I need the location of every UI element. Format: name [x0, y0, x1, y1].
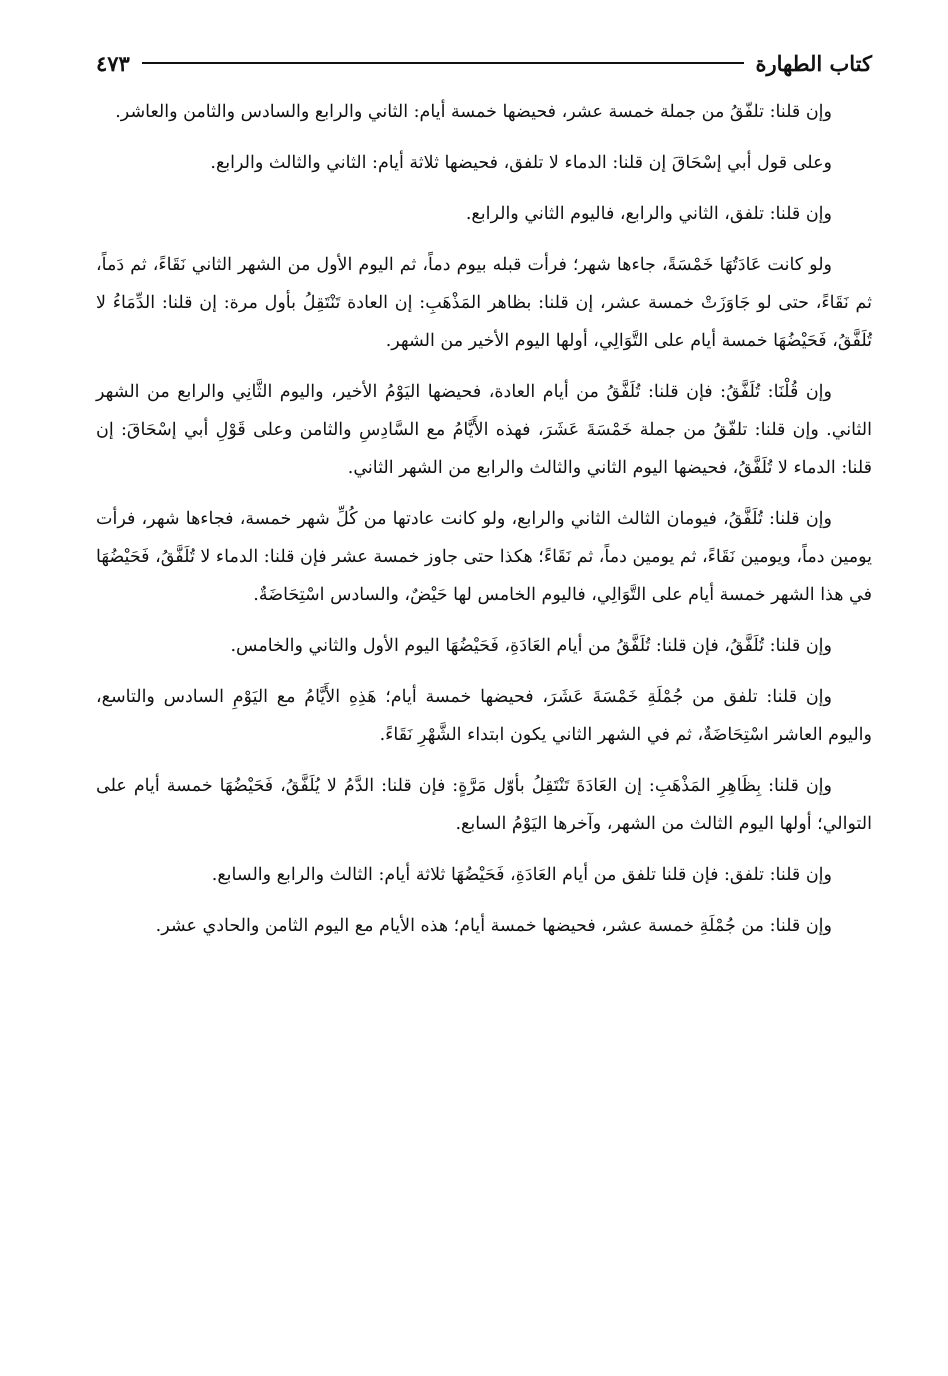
page-number: ٤٧٣: [96, 50, 130, 76]
paragraph: وعلى قول أبي إسْحَاقَ إن قلنا: الدماء لا تلفق، فحيضها ثلاثة أيام: الثاني والثالث والرابع.: [210, 153, 832, 173]
paragraph: وإن قلنا: تُلَفَّقُ، فيومان الثالث الثاني والرابع، ولو كانت عادتها من كُلِّ شهر خمسة، فجاءها شهر، فرأت يومين دماً، ويومين نَقَاءً، ثم يومين دماً، ثم نَقَاءً؛ هكذا حتى جاوز خمسة عشر فإن قلنا: الدماء لا تُلَفَّقُ، فَحَيْضُهَا في هذا الشهر خمسة أيام على التَّوَالِي، فاليوم الخامس لها حَيْضٌ، والسادس اسْتِحَاضَةٌ.: [95, 509, 872, 605]
paragraph: وإن قلنا: بِظَاهِرِ المَذْهَبِ: إن العَادَةَ تَنْتَقِلُ بأوّل مَرَّةٍ: فإن قلنا: الدَّمُ لا يُلَفَّقُ، فَحَيْضُهَا خمسة أيام على التوالي؛ أولها اليوم الثالث من الشهر، وآخرها اليَوْمُ السابع.: [96, 776, 872, 834]
header-rule: [142, 62, 744, 64]
paragraph: وإن قُلْنَا: تُلَفَّقُ: فإن قلنا: تُلَفَّقُ من أيام العادة، فحيضها اليَوْمُ الأخير، واليوم الثَّانِي والرابع من الشهر الثاني. وإن قلنا: تلفّقُ من جملة خَمْسَةَ عَشَرَ، فهذه الأَيَّامُ مع السَّادِسِ والثامن وعلى قَوْلِ أبي إسْحَاقَ: إن قلنا: الدماء لا تُلَفَّقُ، فحيضها اليوم الثاني والثالث والرابع من الشهر الثاني.: [96, 382, 872, 478]
running-header: [96, 46, 872, 80]
body-text: [96, 93, 872, 958]
paragraph: وإن قلنا: تلفق من جُمْلَةِ خَمْسَةَ عَشَرَ، فحيضها خمسة أيام؛ هَذِهِ الأَيَّامُ مع اليَوْمِ السادس والتاسع، واليوم العاشر اسْتِحَاضَةٌ، ثم في الشهر الثاني يكون ابتداء الشَّهْرِ نَقَاءً.: [96, 687, 872, 745]
header-title: كتاب الطهارة: [755, 50, 872, 76]
paragraph: وإن قلنا: من جُمْلَةِ خمسة عشر، فحيضها خمسة أيام؛ هذه الأيام مع اليوم الثامن والحادي عشر.: [155, 916, 832, 936]
paragraph: وإن قلنا: تلفّقُ من جملة خمسة عشر، فحيضها خمسة أيام: الثاني والرابع والسادس والثامن والعاشر.: [115, 102, 832, 122]
paragraph: وإن قلنا: تُلَفَّقُ، فإن قلنا: تُلَفَّقُ من أيام العَادَةِ، فَحَيْضُهَا اليوم الأول والثاني والخامس.: [230, 636, 832, 656]
paragraph: وإن قلنا: تلفق: فإن قلنا تلفق من أيام العَادَةِ، فَحَيْضُهَا ثلاثة أيام: الثالث والرابع والسابع.: [211, 865, 832, 885]
paragraph: ولو كانت عَادَتُهَا خَمْسَةً، جاءها شهر؛ فرأت قبله بيوم دماً، ثم اليوم الأول من الشهر الثاني نَقَاءً، ثم دَماً، ثم نَقَاءً، حتى لو جَاوَزَتْ خمسة عشر، إن قلنا: بظاهر المَذْهَبِ: إن العادة تَنْتَقِلُ بأول مرة: إن قلنا: الدِّمَاءُ لا تُلَفَّقُ، فَحَيْضُهَا خمسة أيام على التَّوَالِي، أولها اليوم الأخير من الشهر.: [96, 255, 872, 351]
paragraph: وإن قلنا: تلفق، الثاني والرابع، فاليوم الثاني والرابع.: [465, 204, 832, 224]
